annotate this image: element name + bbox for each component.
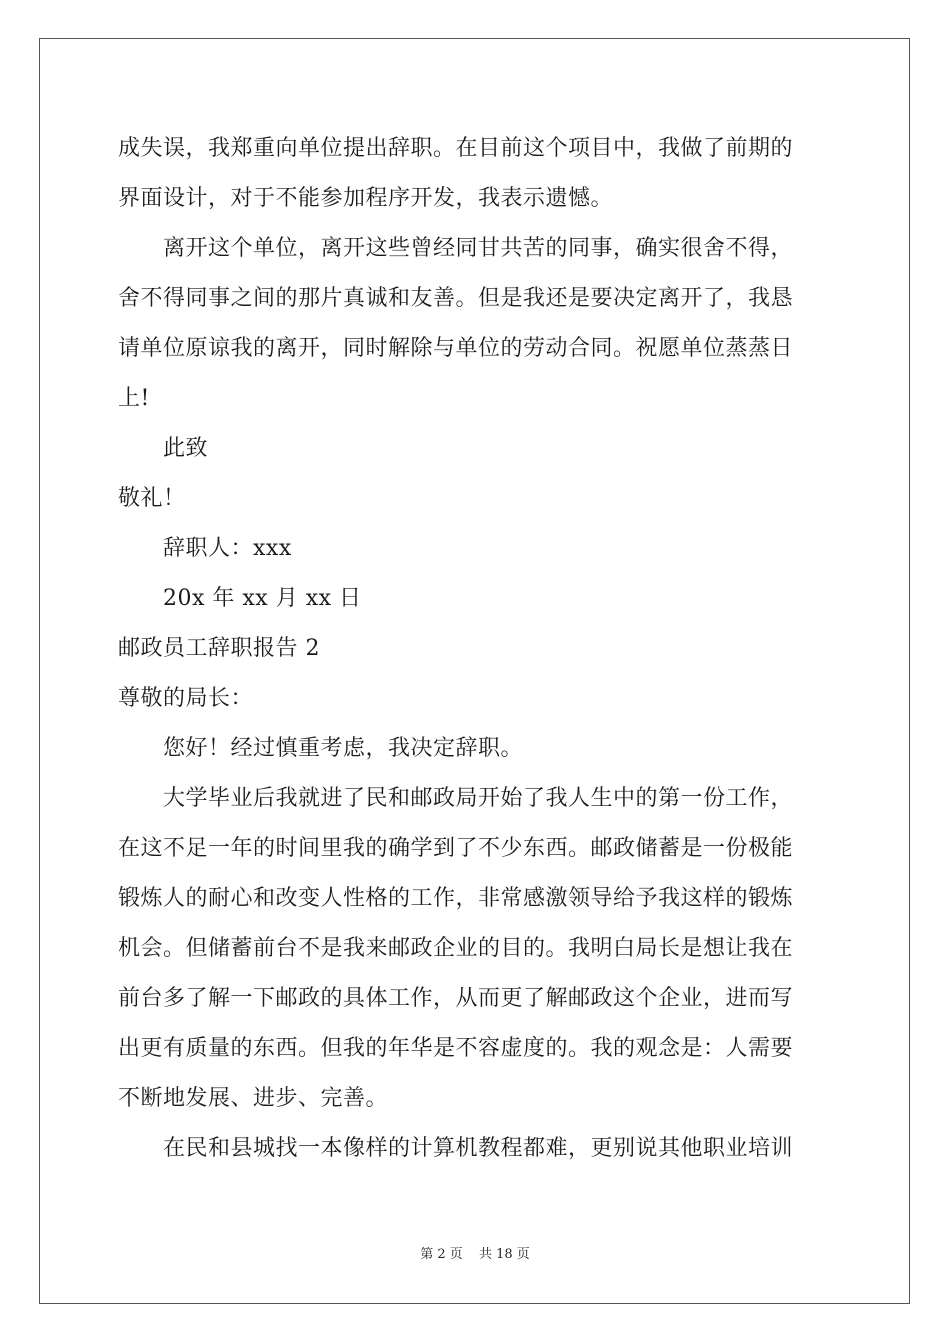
body-line: 出更有质量的东西。但我的年华是不容虚度的。我的观念是：人需要	[118, 1036, 794, 1061]
body-line: 不断地发展、进步、完善。	[118, 1086, 389, 1111]
body-line: 离开这个单位，离开这些曾经同甘共苦的同事，确实很舍不得，	[163, 236, 794, 261]
body-line: 请单位原谅我的离开，同时解除与单位的劳动合同。祝愿单位蒸蒸日	[118, 336, 794, 361]
salutation-line: 此致	[163, 436, 209, 461]
body-line: 上!	[118, 386, 150, 411]
page-footer	[0, 1246, 950, 1264]
section-title: 邮政员工辞职报告 2	[118, 636, 320, 661]
body-line: 锻炼人的耐心和改变人性格的工作，非常感激领导给予我这样的锻炼	[118, 886, 794, 911]
greeting-line: 尊敬的局长：	[118, 686, 254, 711]
body-line: 前台多了解一下邮政的具体工作，从而更了解邮政这个企业，进而写	[118, 986, 794, 1011]
body-line: 界面设计，对于不能参加程序开发，我表示遗憾。	[118, 186, 614, 211]
salutation-line: 敬礼！	[118, 486, 186, 511]
page-number: 第 2 页	[420, 1247, 463, 1262]
body-line: 在民和县城找一本像样的计算机教程都难，更别说其他职业培训	[163, 1136, 794, 1161]
signature-line: 辞职人：xxx	[163, 536, 292, 561]
body-line: 机会。但储蓄前台不是我来邮政企业的目的。我明白局长是想让我在	[118, 936, 794, 961]
date-line: 20x 年 xx 月 xx 日	[163, 586, 362, 611]
body-line: 舍不得同事之间的那片真诚和友善。但是我还是要决定离开了，我恳	[118, 286, 794, 311]
body-line: 在这不足一年的时间里我的确学到了不少东西。邮政储蓄是一份极能	[118, 836, 794, 861]
body-line: 大学毕业后我就进了民和邮政局开始了我人生中的第一份工作，	[163, 786, 794, 811]
body-line: 成失误，我郑重向单位提出辞职。在目前这个项目中，我做了前期的	[118, 136, 794, 161]
page-border	[39, 38, 910, 1304]
page-total: 共 18 页	[478, 1247, 530, 1262]
body-line: 您好！经过慎重考虑，我决定辞职。	[163, 736, 524, 761]
